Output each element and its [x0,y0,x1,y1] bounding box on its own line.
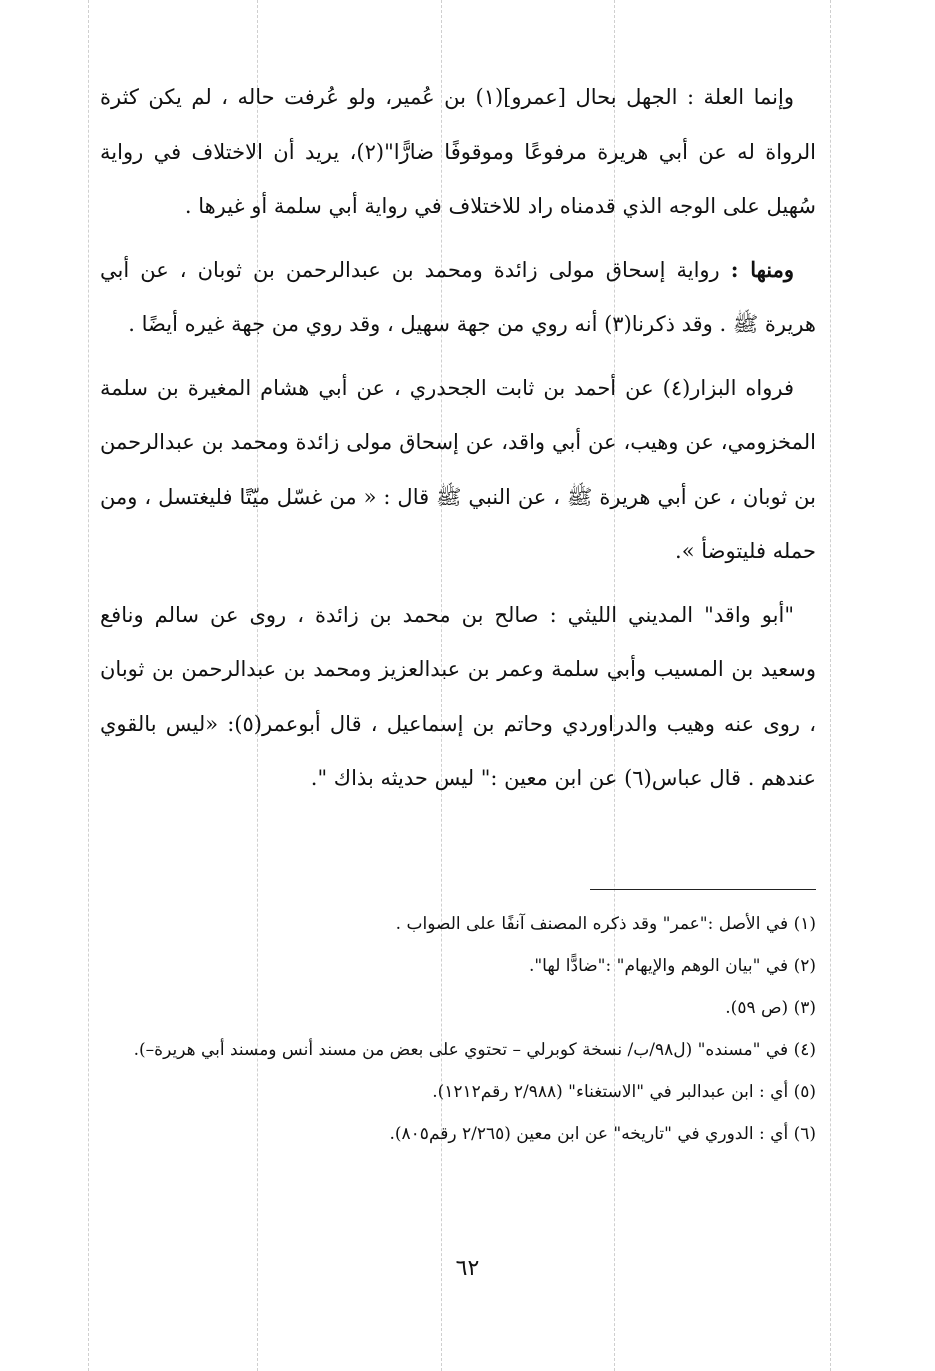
paragraph-1: وإنما العلة : الجهل بحال [عمرو](١) بن عُمير، ولو عُرفت حاله ، لم يكن كثرة الرواة له عن أبي هريرة مرفوعًا وموقوفًا ضارًّا"(٢)، يريد أن الاختلاف في رواية سُهيل على الوجه الذي قدمناه راد للاختلاف في رواية أبي سلمة أو غيرها . [100,85,817,218]
footnote-1: (١) في الأصل :"عمر" وقد ذكره المصنف آنفًا على الصواب . [395,914,816,934]
footnote-6: (٦) أي : الدوري في "تاريخه" عن ابن معين (٢/٢٦٥ رقم٨٠٥). [389,1124,816,1144]
paragraph-2-text: رواية إسحاق مولى زائدة ومحمد بن عبدالرحمن بن ثوبان ، عن أبي هريرة ﷺ . وقد ذكرنا(٣) أنه روي من جهة سهيل ، وقد روي من جهة غيره أيضًا . [100,257,816,336]
paragraph-3: فرواه البزار(٤) عن أحمد بن ثابت الجحدري ، عن أبي هشام المغيرة بن سلمة المخزومي، عن وهيب، عن أبي واقد، عن إسحاق مولى زائدة ومحمد بن عبدالرحمن بن ثوبان ، عن أبي هريرة ﷺ ، عن النبي ﷺ قال : « من غسّل ميّتًا فليغتسل ، ومن حمله فليتوضأ ». [100,375,816,563]
paragraph-2 [100,243,816,352]
scan-guide-line [830,0,831,1371]
paragraph-4: "أبو واقد" المديني الليثي : صالح بن محمد بن زائدة ، روى عن سالم ونافع وسعيد بن المسيب وأبي سلمة وعمر بن عبدالعزيز ومحمد بن عبدالرحمن بن ثوبان ، روى عنه وهيب والدراوردي وحاتم بن إسماعيل ، قال أبوعمر(٥): «ليس بالقوي عندهم . قال عباس(٦) عن ابن معين :" ليس حديثه بذاك ". [100,602,816,790]
page-number: ٦٢ [455,1256,480,1281]
footnote-5: (٥) أي : ابن عبدالبر في "الاستغناء" (٢/٩٨٨ رقم١٢١٢). [432,1082,816,1102]
footnote-4: (٤) في "مسنده" (ل٩٨/ب/ نسخة كوبرلي – تحتوي على بعض من مسند أنس ومسند أبي هريرة–). [133,1040,816,1060]
footnote-divider [590,889,816,890]
footnotes [100,905,816,1157]
footnote-3: (٣) (ص ٥٩). [725,998,816,1018]
paragraph-2-lead: ومنها : [730,256,795,282]
main-text [100,70,816,806]
footnote-2: (٢) في "بيان الوهم والإيهام" :"ضادًّا لها". [528,956,816,976]
scan-guide-line [88,0,89,1371]
